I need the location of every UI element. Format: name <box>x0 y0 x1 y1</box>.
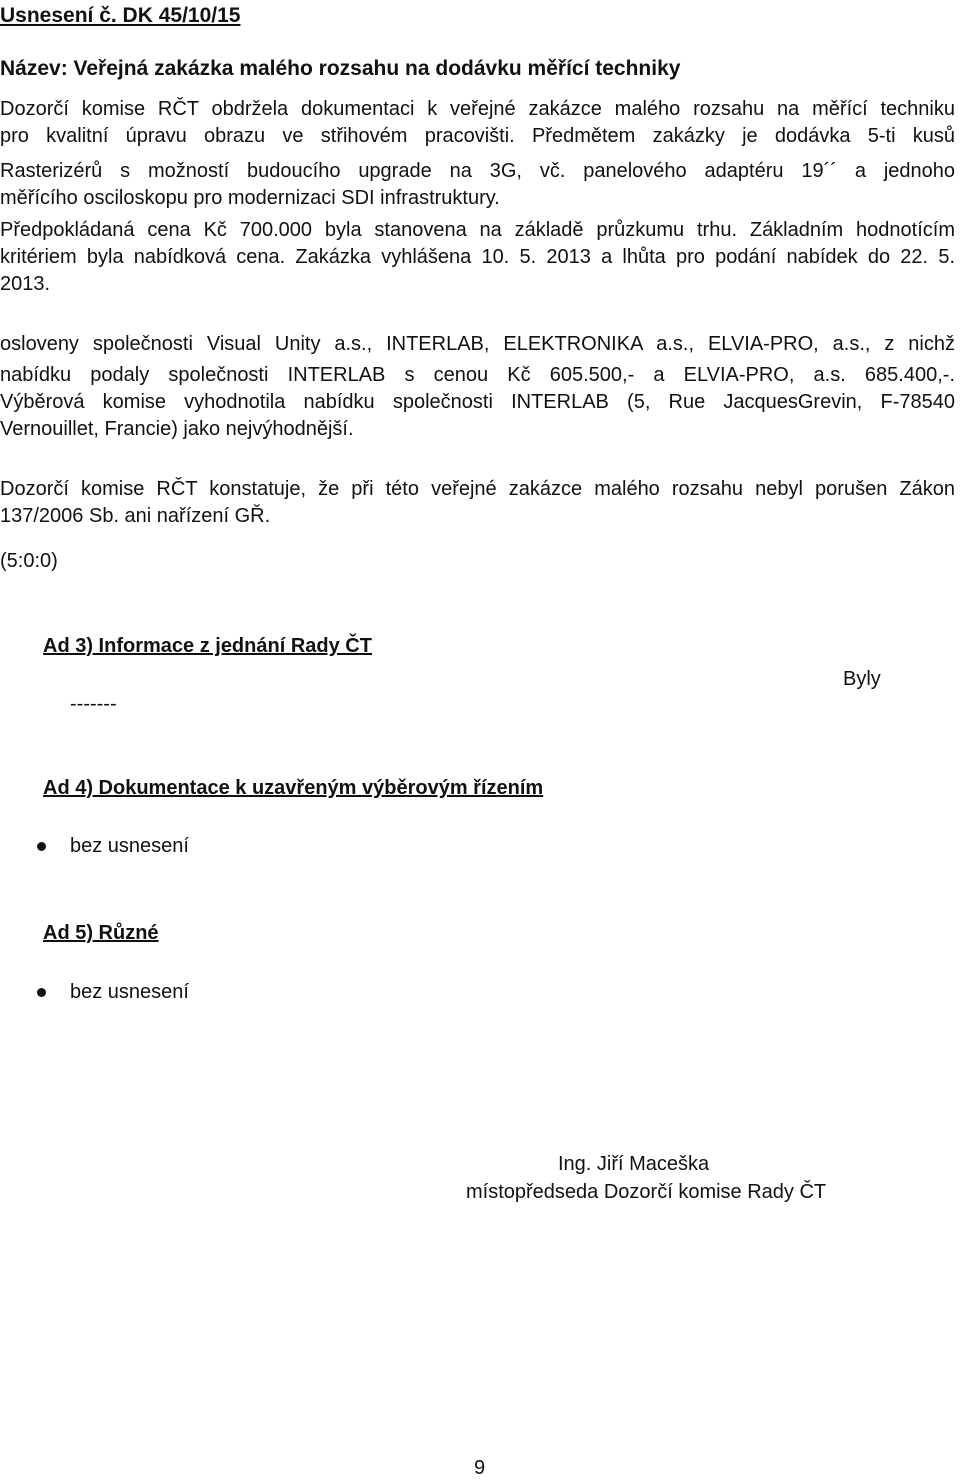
paragraph-line: 137/2006 Sb. ani nařízení GŘ. <box>0 505 271 527</box>
paragraph-line: pro kvalitní úpravu obrazu ve střihovém pracovišti. Předmětem zakázky je dodávka 5-ti kusů <box>0 125 955 147</box>
paragraph-line: Rasterizérů s možností budoucího upgrade na 3G, vč. panelového adaptéru 19´´ a jednoho <box>0 160 955 182</box>
resolution-number: Usnesení č. DK 45/10/15 <box>0 4 241 27</box>
paragraph-line: nabídku podaly společnosti INTERLAB s cenou Kč 605.500,- a ELVIA-PRO, a.s. 685.400,-. <box>0 364 955 386</box>
paragraph-line: 2013. <box>0 273 51 295</box>
signature-role: místopředseda Dozorčí komise Rady ČT <box>466 1181 827 1203</box>
paragraph-fragment: Byly <box>843 668 881 690</box>
section-5-bullet: bez usnesení <box>70 981 189 1003</box>
section-heading-3: Ad 3) Informace z jednání Rady ČT <box>43 635 372 657</box>
paragraph-line: měřícího osciloskopu pro modernizaci SDI infrastruktury. <box>0 187 500 209</box>
section-3-content: ------- <box>70 693 117 715</box>
paragraph-line: Výběrová komise vyhodnotila nabídku společnosti INTERLAB (5, Rue JacquesGrevin, F-78540 <box>0 391 955 413</box>
signature-name: Ing. Jiří Maceška <box>558 1153 710 1175</box>
paragraph-line: Dozorčí komise RČT konstatuje, že při této veřejné zakázce malého rozsahu nebyl porušen Zákon <box>0 478 955 500</box>
section-4-bullet: bez usnesení <box>70 835 189 857</box>
paragraph-line: osloveny společnosti Visual Unity a.s., INTERLAB, ELEKTRONIKA a.s., ELVIA-PRO, a.s., z nichž <box>0 333 955 355</box>
paragraph-line: Předpokládaná cena Kč 700.000 byla stanovena na základě průzkumu trhu. Základním hodnotícím <box>0 219 955 241</box>
section-heading-5: Ad 5) Různé <box>43 922 159 944</box>
bullet-icon <box>37 988 46 997</box>
bullet-icon <box>37 842 46 851</box>
paragraph-line: kritériem byla nabídková cena. Zakázka vyhlášena 10. 5. 2013 a lhůta pro podání nabídek do 22. 5. <box>0 246 955 268</box>
document-title: Název: Veřejná zakázka malého rozsahu na dodávku měřící techniky <box>0 57 681 80</box>
section-heading-4: Ad 4) Dokumentace k uzavřeným výběrovým řízením <box>43 777 544 799</box>
page-number: 9 <box>474 1457 486 1479</box>
paragraph-line: Vernouillet, Francie) jako nejvýhodnější. <box>0 418 354 440</box>
vote-result: (5:0:0) <box>0 550 58 572</box>
paragraph-line: Dozorčí komise RČT obdržela dokumentaci k veřejné zakázce malého rozsahu na měřící techniku <box>0 98 955 120</box>
